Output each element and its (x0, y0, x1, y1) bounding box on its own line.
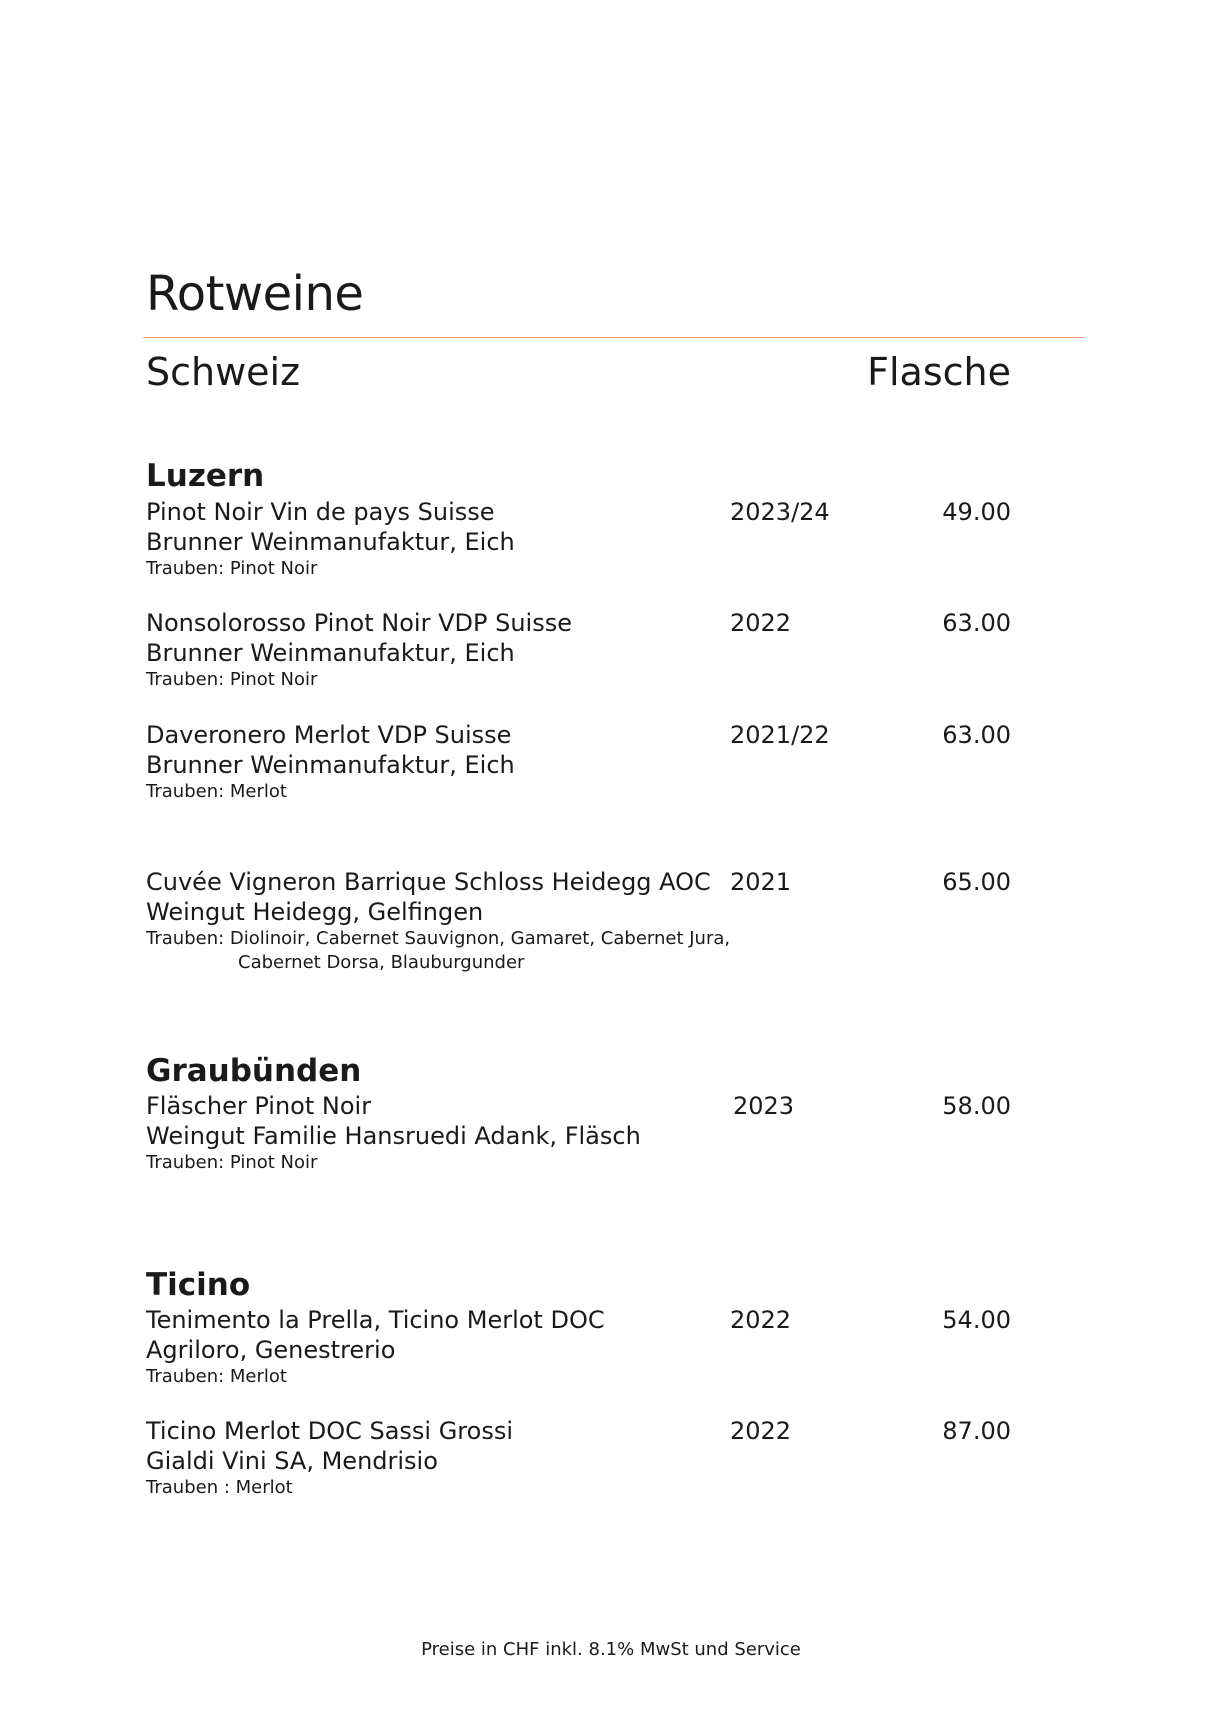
wine-grapes (146, 927, 1011, 975)
wine-producer: Agriloro, Genestrerio (146, 1336, 396, 1364)
wine-grapes: Trauben: Merlot (146, 781, 287, 802)
wine-vintage: 2023 (733, 1092, 795, 1120)
wine-grapes: Trauben: Pinot Noir (146, 1152, 318, 1173)
page-title: Rotweine (146, 266, 364, 322)
wine-price: 65.00 (942, 868, 1011, 896)
wine-grapes-continuation: Cabernet Dorsa, Blauburgunder (238, 952, 525, 973)
wine-producer: Weingut Heidegg, Gelfingen (146, 898, 484, 926)
region-heading-ticino: Ticino (146, 1267, 251, 1303)
wine-vintage: 2022 (730, 609, 792, 637)
wine-name: Cuvée Vigneron Barrique Schloss Heidegg AOC (146, 868, 711, 896)
wine-name: Tenimento la Prella, Ticino Merlot DOC (146, 1306, 605, 1334)
wine-name: Nonsolorosso Pinot Noir VDP Suisse (146, 609, 572, 637)
wine-grapes-line: Trauben: Diolinoir, Cabernet Sauvignon, Gamaret, Cabernet Jura, (146, 928, 731, 949)
wine-price: 49.00 (942, 498, 1011, 526)
price-column-header: Flasche (867, 350, 1011, 394)
wine-entry (146, 1305, 1011, 1389)
wine-entry (146, 608, 1011, 692)
wine-producer: Weingut Familie Hansruedi Adank, Fläsch (146, 1122, 641, 1150)
wine-producer: Brunner Weinmanufaktur, Eich (146, 639, 515, 667)
wine-producer: Gialdi Vini SA, Mendrisio (146, 1447, 438, 1475)
wine-grapes: Trauben : Merlot (146, 1477, 293, 1498)
wine-price: 63.00 (942, 721, 1011, 749)
wine-price: 63.00 (942, 609, 1011, 637)
title-divider (143, 337, 1085, 338)
wine-entry (146, 867, 1011, 975)
wine-vintage: 2022 (730, 1417, 792, 1445)
wine-grapes: Trauben: Pinot Noir (146, 558, 318, 579)
region-heading-graubuenden: Graubünden (146, 1053, 362, 1089)
country-header: Schweiz (146, 350, 301, 394)
wine-price: 87.00 (942, 1417, 1011, 1445)
wine-entry (146, 1091, 1011, 1175)
price-footnote: Preise in CHF inkl. 8.1% MwSt und Service (421, 1639, 801, 1660)
wine-vintage: 2021/22 (730, 721, 830, 749)
wine-name: Fläscher Pinot Noir (146, 1092, 372, 1120)
wine-vintage: 2022 (730, 1306, 792, 1334)
wine-price: 58.00 (942, 1092, 1011, 1120)
wine-grapes: Trauben: Merlot (146, 1366, 287, 1387)
wine-price: 54.00 (942, 1306, 1011, 1334)
wine-entry (146, 720, 1011, 804)
wine-name: Ticino Merlot DOC Sassi Grossi (146, 1417, 514, 1445)
wine-entry (146, 1416, 1011, 1500)
wine-entry (146, 497, 1011, 581)
wine-grapes: Trauben: Pinot Noir (146, 669, 318, 690)
wine-name: Pinot Noir Vin de pays Suisse (146, 498, 495, 526)
region-heading-luzern: Luzern (146, 458, 265, 494)
wine-vintage: 2021 (730, 868, 792, 896)
wine-name: Daveronero Merlot VDP Suisse (146, 721, 512, 749)
wine-vintage: 2023/24 (730, 498, 830, 526)
wine-producer: Brunner Weinmanufaktur, Eich (146, 528, 515, 556)
wine-producer: Brunner Weinmanufaktur, Eich (146, 751, 515, 779)
